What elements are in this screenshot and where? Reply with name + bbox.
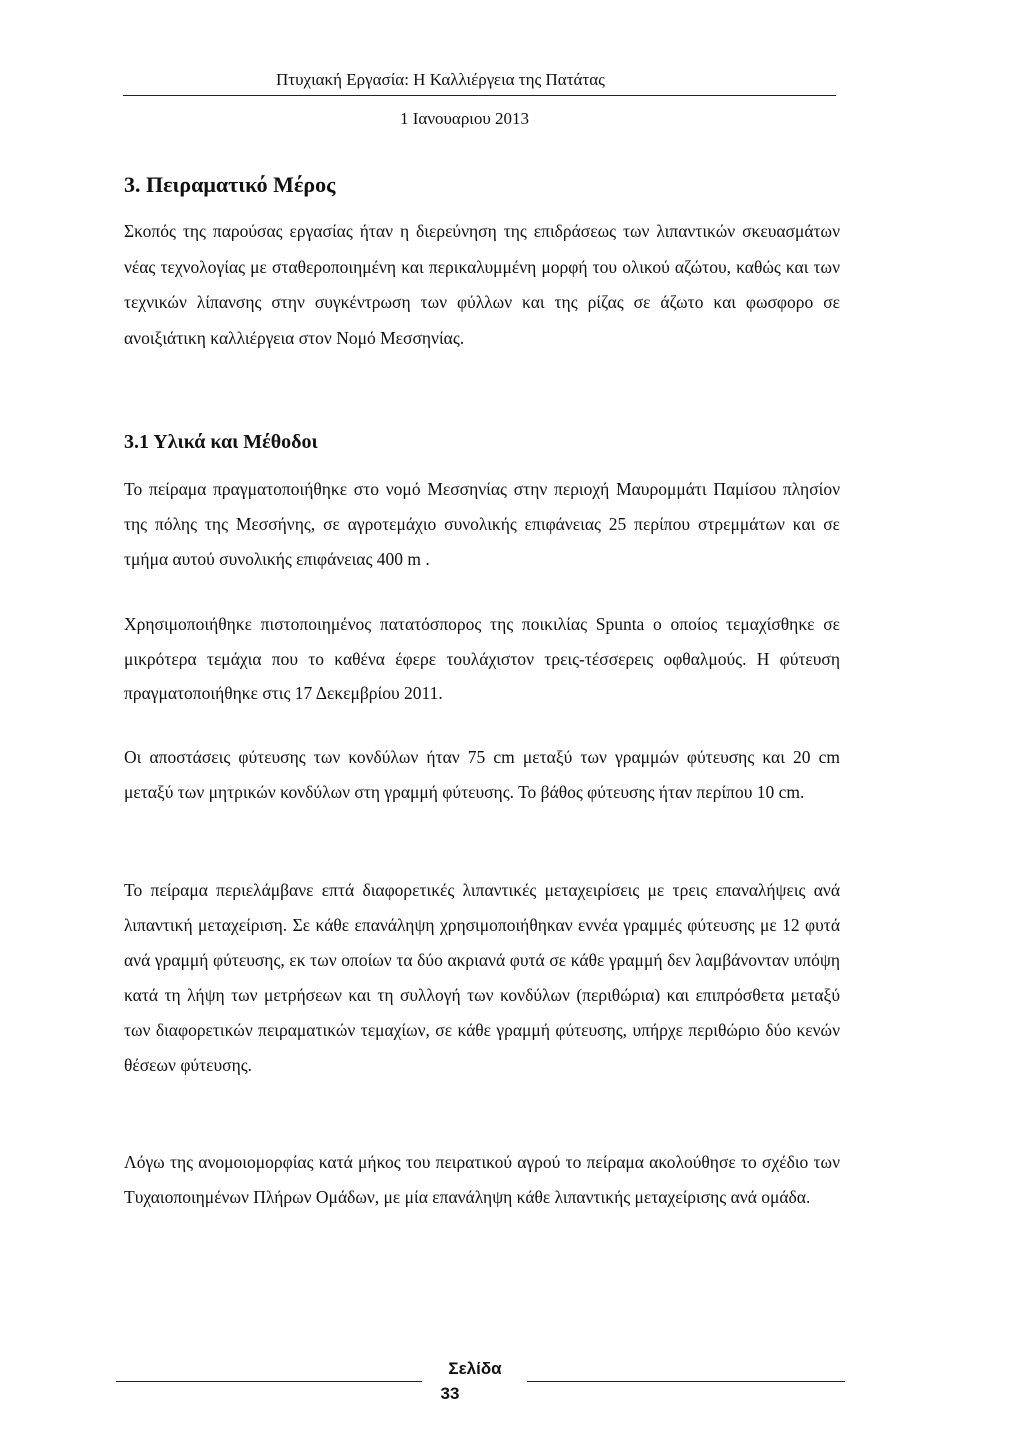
intro-paragraph: Σκοπός της παρούσας εργασίας ήταν η διερεύνηση της επιδράσεως των λιπαντικών σκευασμάτων νέας τεχνολογίας με σταθεροποιημένη και περικαλυμμένη μορφή του ολικού αζώτου, καθώς και των τεχνικών λίπανσης στην συγκέντρωση των φύλλων και της ρίζας σε άζωτο και φωσφορο σε ανοιξιάτικη καλλιέργεια στον Νομό Μεσσηνίας. [124, 221, 840, 348]
methods-paragraph-location: Το πείραμα πραγματοποιήθηκε στο νομό Μεσσηνίας στην περιοχή Μαυρομμάτι Παμίσου πλησίον της πόλης της Μεσσήνης, σε αγροτεμάχιο συνολικής επιφάνειας 25 περίπου στρεμμάτων και σε τμήμα αυτού συνολικής επιφάνειας 400 m . [124, 479, 840, 569]
methods-paragraph-seed: Χρησιμοποιήθηκε πιστοποιημένος πατατόσπορος της ποικιλίας Spunta ο οποίος τεμαχίσθηκε σε μικρότερα τεμάχια που το καθένα έφερε τουλάχιστον τρεις-τέσσερεις οφθαλμούς. Η φύτευση πραγματοποιήθηκε στις 17 Δεκεμβρίου 2011. [124, 614, 840, 703]
footer-divider-left [116, 1381, 422, 1382]
page-label: Σελίδα [448, 1359, 502, 1378]
running-header-title: Πτυχιακή Εργασία: Η Καλλιέργεια της Πατάτας [276, 70, 605, 89]
subsection-heading: 3.1 Υλικά και Μέθοδοι [124, 431, 318, 453]
page-number: 33 [440, 1384, 460, 1403]
methods-paragraph-treatments: Το πείραμα περιελάμβανε επτά διαφορετικές λιπαντικές μεταχειρίσεις με τρεις επαναλήψεις ανά λιπαντική μεταχείριση. Σε κάθε επανάληψη χρησιμοποιήθηκαν εννέα γραμμές φύτευσης με 12 φυτά ανά γραμμή φύτευσης, εκ των οποίων τα δύο ακριανά φυτά σε κάθε γραμμή δεν λαμβάνονταν υπόψη κατά τη λήψη των μετρήσεων και τη συλλογή των κονδύλων (περιθώρια) και επιπρόσθετα μεταξύ των διαφορετικών πειραματικών τεμαχίων, σε κάθε γραμμή φύτευσης, υπήρχε περιθώριο δύο κενών θέσεων φύτευσης. [124, 880, 840, 1075]
section-heading: 3. Πειραματικό Μέρος [124, 172, 336, 197]
methods-paragraph-spacing: Οι αποστάσεις φύτευσης των κονδύλων ήταν 75 cm μεταξύ των γραμμών φύτευσης και 20 cm μεταξύ των μητρικών κονδύλων στη γραμμή φύτευσης. Το βάθος φύτευσης ήταν περίπου 10 cm. [124, 747, 840, 802]
methods-paragraph-design: Λόγω της ανομοιομορφίας κατά μήκος του πειρατικού αγρού το πείραμα ακολούθησε το σχέδιο των Τυχαιοποιημένων Πλήρων Ομάδων, με μία επανάληψη κάθε λιπαντικής μεταχείρισης ανά ομάδα. [124, 1152, 840, 1207]
header-divider [123, 95, 836, 96]
footer-divider-right [527, 1381, 845, 1382]
running-header-date: 1 Ιανουαριου 2013 [400, 109, 530, 128]
